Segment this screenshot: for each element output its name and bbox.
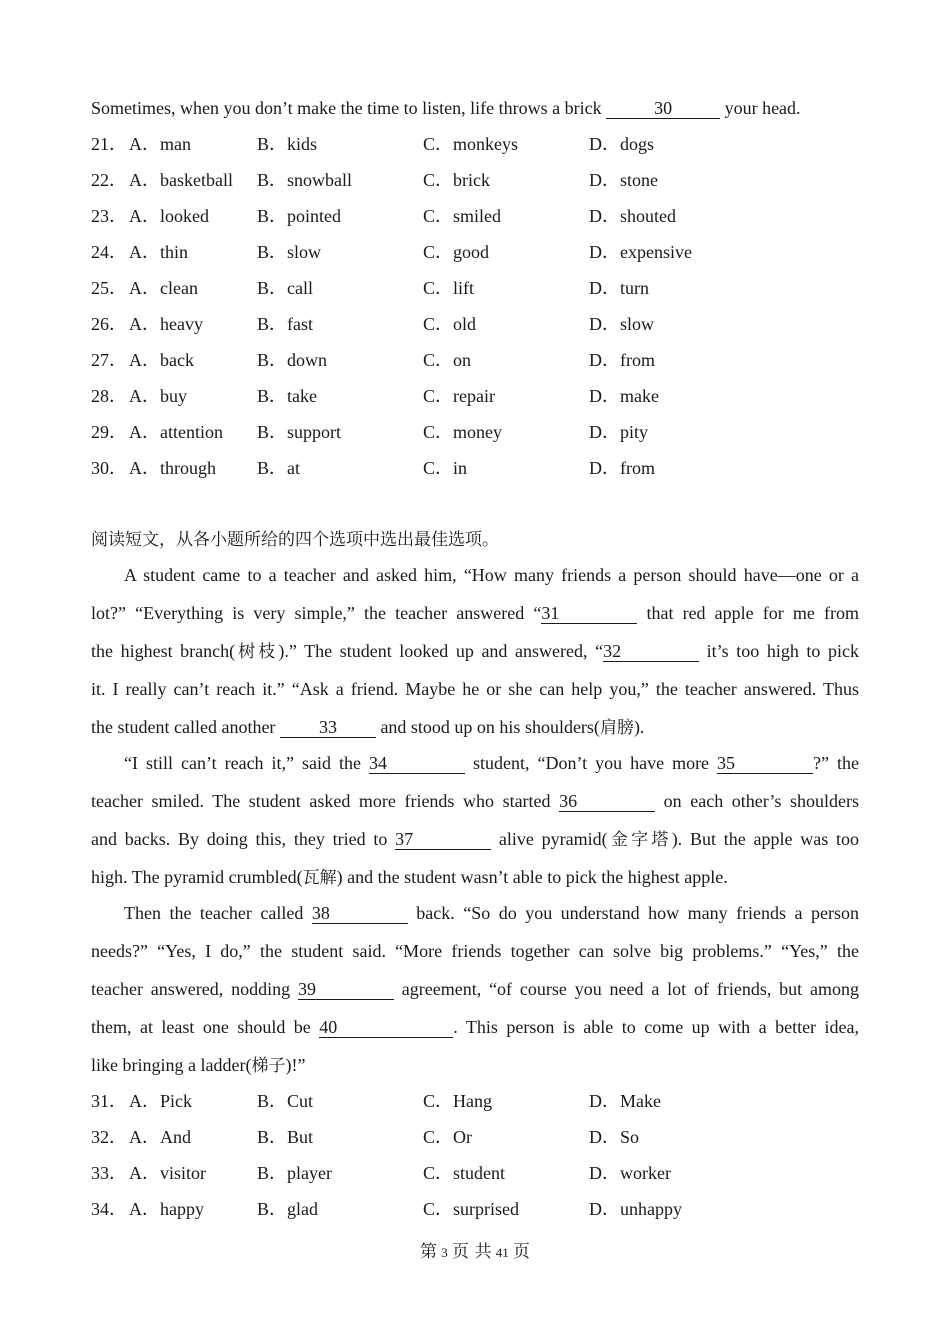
option-d: D．expensive	[589, 242, 692, 262]
option-b: B．snowball	[257, 170, 353, 190]
option-c: C．on	[423, 350, 472, 370]
passage-line: lot?” “Everything is very simple,” the teacher answered “31 that red apple for me from	[91, 603, 859, 623]
option-d: D．slow	[589, 314, 655, 334]
passage-line: teacher smiled. The student asked more friends who started 36 on each other’s shoulders	[91, 791, 859, 811]
passage-line: the student called another 33 and stood up on his shoulders(肩膀).	[91, 717, 645, 738]
option-a: A．visitor	[129, 1163, 207, 1183]
passage-line: the highest branch(树枝).” The student looked up and answered, “32 it’s too high to pick	[91, 641, 859, 662]
option-b: B．But	[257, 1127, 314, 1147]
question-number: 22．	[91, 170, 127, 190]
question-number: 30．	[91, 458, 127, 478]
passage-line: A student came to a teacher and asked him, “How many friends a person should have—one or a	[124, 565, 859, 585]
answer-blank: 39	[298, 980, 394, 1000]
question-number: 21．	[91, 134, 127, 154]
option-d: D．dogs	[589, 134, 655, 154]
option-d: D．pity	[589, 422, 649, 442]
option-a: A．Pick	[129, 1091, 192, 1111]
option-b: B．glad	[257, 1199, 318, 1219]
option-c: C．lift	[423, 278, 475, 298]
option-b: B．at	[257, 458, 300, 478]
option-a: A．buy	[129, 386, 187, 406]
question-number: 31．	[91, 1091, 127, 1111]
question-number: 28．	[91, 386, 127, 406]
answer-blank: 38	[312, 904, 408, 924]
option-a: A．clean	[129, 278, 198, 298]
question-number: 32．	[91, 1127, 127, 1147]
answer-blank: 37	[395, 830, 491, 850]
answer-blank: 40	[319, 1018, 453, 1038]
option-b: B．fast	[257, 314, 313, 334]
option-d: D．turn	[589, 278, 649, 298]
answer-blank: 32	[603, 642, 699, 662]
passage-line: like bringing a ladder(梯子)!”	[91, 1055, 306, 1076]
passage-line: Then the teacher called 38 back. “So do you understand how many friends a person	[124, 903, 859, 923]
question-number: 27．	[91, 350, 127, 370]
option-b: B．kids	[257, 134, 318, 154]
question-number: 26．	[91, 314, 127, 334]
option-a: A．thin	[129, 242, 189, 262]
option-c: C．surprised	[423, 1199, 519, 1219]
question-number: 33．	[91, 1163, 127, 1183]
question-number: 23．	[91, 206, 127, 226]
question-row	[91, 205, 859, 227]
option-d: D．stone	[589, 170, 658, 190]
page-total: 41	[495, 1245, 509, 1260]
page-number: 3	[441, 1245, 448, 1260]
option-d: D．Make	[589, 1091, 661, 1111]
option-b: B．support	[257, 422, 342, 442]
passage-line: high. The pyramid crumbled(瓦解) and the student wasn’t able to pick the highest apple.	[91, 867, 728, 888]
question-row	[91, 1090, 859, 1112]
option-c: C．in	[423, 458, 468, 478]
question-row	[91, 385, 859, 407]
question-number: 34．	[91, 1199, 127, 1219]
passage-line: them, at least one should be 40 . This person is able to come up with a better idea,	[91, 1017, 859, 1037]
option-a: A．through	[129, 458, 216, 478]
option-d: D．make	[589, 386, 659, 406]
option-b: B．down	[257, 350, 328, 370]
option-d: D．from	[589, 458, 655, 478]
answer-blank: 33	[280, 718, 376, 738]
option-c: C．smiled	[423, 206, 502, 226]
question-row	[91, 133, 859, 155]
question-row	[91, 241, 859, 263]
option-c: C．Hang	[423, 1091, 492, 1111]
page-footer: 第 3 页 共 41 页	[420, 1242, 530, 1262]
option-d: D．shouted	[589, 206, 676, 226]
option-c: C．student	[423, 1163, 506, 1183]
question-row	[91, 349, 859, 371]
question-row	[91, 1198, 859, 1220]
option-d: D．So	[589, 1127, 640, 1147]
option-b: B．call	[257, 278, 313, 298]
answer-blank: 36	[559, 792, 655, 812]
answer-blank: 34	[369, 754, 465, 774]
option-d: D．unhappy	[589, 1199, 682, 1219]
option-d: D．worker	[589, 1163, 671, 1183]
option-c: C．monkeys	[423, 134, 519, 154]
option-a: A．back	[129, 350, 194, 370]
answer-blank: 30	[606, 99, 720, 119]
option-a: A．looked	[129, 206, 209, 226]
question-number: 24．	[91, 242, 127, 262]
option-c: C．brick	[423, 170, 490, 190]
passage-line: teacher answered, nodding 39 agreement, “of course you need a lot of friends, but among	[91, 979, 859, 999]
passage-line: and backs. By doing this, they tried to 37 alive pyramid(金字塔). But the apple was too	[91, 829, 859, 850]
option-a: A．heavy	[129, 314, 203, 334]
option-b: B．pointed	[257, 206, 341, 226]
section-instruction: 阅读短文，从各小题所给的四个选项中选出最佳选项。	[91, 530, 499, 550]
question-row	[91, 421, 859, 443]
question-row	[91, 169, 859, 191]
option-c: C．money	[423, 422, 502, 442]
option-a: A．And	[129, 1127, 191, 1147]
option-c: C．repair	[423, 386, 495, 406]
option-b: B．player	[257, 1163, 332, 1183]
option-b: B．Cut	[257, 1091, 314, 1111]
passage-line: needs?” “Yes, I do,” the student said. “More friends together can solve big problems.” “Yes,” the	[91, 941, 859, 961]
question-number: 29．	[91, 422, 127, 442]
option-a: A．basketball	[129, 170, 233, 190]
question-number: 25．	[91, 278, 127, 298]
passage-line: “I still can’t reach it,” said the 34 student, “Don’t you have more 35 ?” the	[124, 753, 860, 773]
option-c: C．Or	[423, 1127, 472, 1147]
option-a: A．attention	[129, 422, 223, 442]
answer-blank: 31	[541, 604, 637, 624]
passage-line: it. I really can’t reach it.” “Ask a friend. Maybe he or she can help you,” the teacher answered. Thus	[91, 679, 859, 699]
option-c: C．good	[423, 242, 490, 262]
option-a: A．man	[129, 134, 191, 154]
option-c: C．old	[423, 314, 477, 334]
option-d: D．from	[589, 350, 655, 370]
question-row	[91, 1126, 859, 1148]
question-row	[91, 277, 859, 299]
question-row	[91, 1162, 859, 1184]
question-row	[91, 457, 859, 479]
option-b: B．slow	[257, 242, 322, 262]
option-b: B．take	[257, 386, 317, 406]
option-a: A．happy	[129, 1199, 204, 1219]
intro-sentence: Sometimes, when you don’t make the time to listen, life throws a brick 30 your head.	[91, 98, 801, 118]
question-row	[91, 313, 859, 335]
answer-blank: 35	[717, 754, 813, 774]
